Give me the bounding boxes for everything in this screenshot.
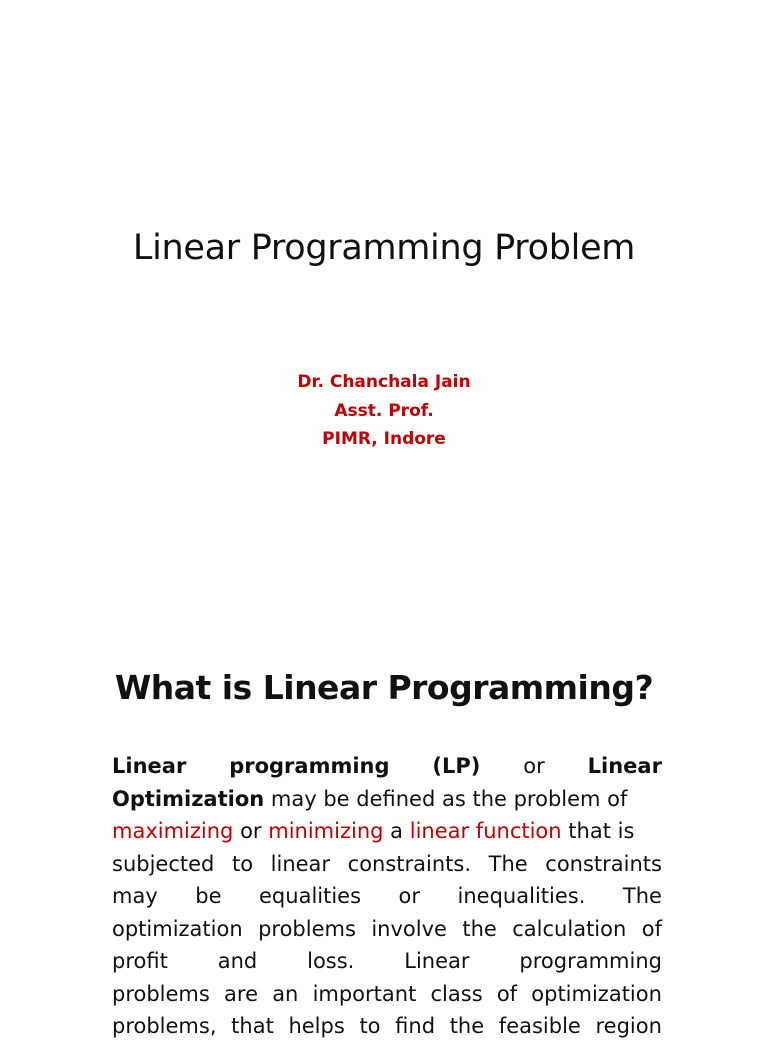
word: to	[231, 851, 254, 876]
highlight-linear-function: linear function	[409, 819, 562, 843]
word: problems	[258, 916, 356, 941]
word: problems	[112, 981, 210, 1006]
paragraph-line	[112, 945, 662, 978]
highlight-minimizing: minimizing	[268, 819, 384, 843]
paragraph-line	[112, 750, 662, 783]
word: calculation	[512, 916, 627, 941]
word: involve	[371, 916, 447, 941]
word	[383, 815, 390, 848]
word: optimization	[531, 981, 662, 1006]
word	[262, 815, 269, 848]
content-slide	[0, 576, 768, 1038]
word: be	[195, 884, 222, 908]
word: class	[430, 981, 483, 1006]
word: important	[312, 981, 417, 1006]
word: inequalities.	[457, 884, 586, 908]
paragraph-line	[112, 848, 662, 881]
word: constraints.	[347, 851, 472, 876]
slide-title: Linear Programming Problem	[132, 228, 636, 268]
word	[403, 815, 410, 848]
definition-paragraph	[112, 750, 662, 1043]
word: that is	[568, 819, 635, 843]
paragraph-line	[112, 978, 662, 1011]
word: the	[462, 916, 497, 941]
author-block	[0, 368, 768, 454]
word: programming	[519, 949, 662, 973]
word: profit	[112, 949, 168, 973]
content-slide-title: What is Linear Programming?	[114, 668, 654, 707]
paragraph-line	[112, 815, 662, 848]
word: feasible	[498, 1014, 581, 1038]
word	[562, 815, 569, 848]
word: linear	[270, 851, 331, 876]
word: or	[523, 754, 545, 778]
author-institution: PIMR, Indore	[322, 429, 446, 449]
word: the	[449, 1014, 485, 1038]
phrase: may be defined as the problem of	[270, 786, 628, 811]
word: The	[488, 851, 528, 876]
term-optimization: Optimization	[112, 786, 265, 811]
word: that	[231, 1014, 274, 1038]
word: region	[595, 1014, 662, 1038]
paragraph-line	[112, 1010, 662, 1043]
word: and	[217, 949, 258, 973]
word: of	[496, 981, 518, 1006]
word: to	[359, 1014, 381, 1038]
word: Linear	[404, 949, 470, 973]
word	[233, 815, 240, 848]
word: are	[224, 981, 258, 1006]
term-linear-2: Linear	[587, 754, 662, 778]
word: The	[622, 884, 662, 908]
word: helps	[288, 1014, 345, 1038]
word: may	[112, 884, 158, 908]
word: loss.	[307, 949, 355, 973]
paragraph-line	[112, 913, 662, 946]
word: optimization	[112, 916, 243, 941]
term-lp: (LP)	[432, 754, 481, 778]
word: subjected	[112, 851, 215, 876]
word: find	[395, 1014, 436, 1038]
word: constraints	[545, 851, 662, 876]
word: problems,	[112, 1014, 217, 1038]
word: equalities	[259, 884, 362, 908]
author-name: Dr. Chanchala Jain	[297, 372, 471, 392]
term-programming: programming	[229, 754, 390, 778]
word: or	[398, 884, 421, 908]
highlight-maximizing: maximizing	[112, 819, 234, 843]
paragraph-line	[112, 880, 662, 913]
word: an	[272, 981, 299, 1006]
author-position: Asst. Prof.	[334, 400, 434, 421]
paragraph-line	[112, 783, 662, 816]
word: or	[240, 819, 262, 843]
word	[264, 783, 271, 816]
word: a	[390, 819, 404, 843]
word: of	[641, 916, 662, 941]
term-linear: Linear	[112, 754, 187, 778]
